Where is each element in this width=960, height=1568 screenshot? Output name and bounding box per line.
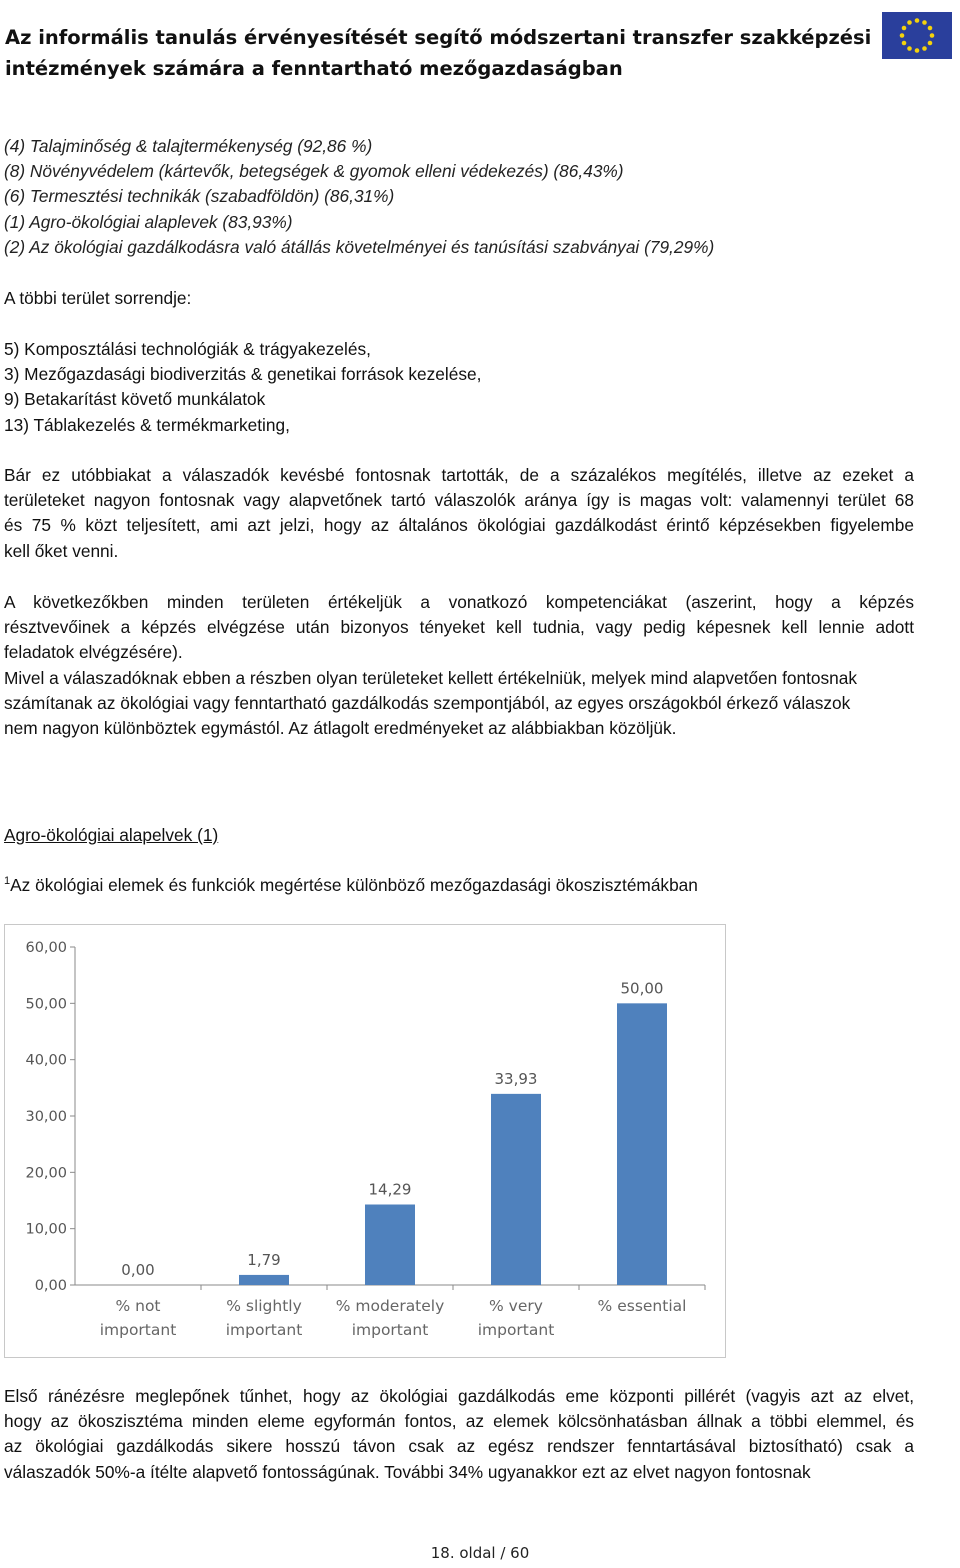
paragraph-line: kell őket venni.: [4, 540, 119, 561]
x-category-label: % moderately: [335, 1297, 445, 1315]
ranking-other-list: [4, 337, 914, 438]
bar: [365, 1204, 415, 1285]
y-tick-label: 0,00: [34, 1278, 67, 1294]
y-tick-label: 40,00: [25, 1052, 67, 1069]
x-category-label: % slightly: [226, 1297, 302, 1315]
x-category-label: important: [351, 1321, 429, 1339]
y-tick-label: 20,00: [25, 1165, 67, 1182]
x-category-label: % essential: [597, 1297, 687, 1315]
paragraph-2: [4, 590, 914, 666]
bar: [239, 1275, 289, 1285]
header-title-line-2: intézmények számára a fenntartható mezőgazdaságban: [5, 57, 623, 80]
bar: [491, 1094, 541, 1285]
ranking-top-item: (2) Az ökológiai gazdálkodásra való átállás követelményei és tanúsítási szabványai (79,29%): [4, 236, 715, 257]
y-tick-label: 10,00: [25, 1221, 67, 1238]
data-label: 0,00: [121, 1261, 155, 1279]
x-category-label: % very: [489, 1297, 543, 1315]
x-category-label: % not: [115, 1297, 161, 1315]
y-tick-label: 30,00: [25, 1109, 67, 1125]
eu-star-icon: [928, 41, 933, 46]
paragraph-line: résztvevőinek a képzés elvégzése után bizonyos tényeket kell tudnia, vagy pedig képesnek kell lennie adott: [4, 617, 914, 638]
paragraph-line: Mivel a válaszadóknak ebben a részben olyan területeket kellett értékelniük, melyek mind alapvetően fontosnak: [4, 668, 858, 688]
paragraph-line: az ökológiai gazdálkodás sikere hosszú távon csak az egész rendszer fenntartásával biztosítható) csak a: [4, 1436, 914, 1457]
eu-star-icon: [900, 33, 905, 38]
eu-star-icon: [915, 48, 920, 53]
ranking-top-item: (4) Talajminőség & talajtermékenység (92,86 %): [4, 136, 373, 156]
paragraph-line: A következőkben minden területen értékeljük a vonatkozó kompetenciákat (aszerint, hogy a képzés: [4, 592, 914, 612]
paragraph-line: és 75 % közt teljesített, ami azt jelzi, hogy az általános ökológiai gazdálkodást érintő képzésekben figyelembe: [4, 515, 914, 536]
section-heading: Agro-ökológiai alapelvek (1): [4, 825, 219, 845]
paragraph-4: [4, 1384, 914, 1485]
document-header-title: [5, 22, 872, 84]
y-tick-label: 60,00: [25, 940, 67, 956]
paragraph-line: feladatok elvégzésére).: [4, 642, 183, 663]
question-text: [4, 873, 914, 898]
ranking-top-item: (8) Növényvédelem (kártevők, betegségek & gyomok elleni védekezés) (86,43%): [4, 161, 624, 182]
eu-star-icon: [930, 33, 935, 38]
ranking-top-item: (6) Termesztési technikák (szabadföldön) (86,31%): [4, 186, 395, 207]
ranking-top-item: (1) Agro-ökológiai alaplevek (83,93%): [4, 211, 293, 232]
eu-star-icon: [922, 46, 927, 51]
ranking-other-item: 9) Betakarítást követő munkálatok: [4, 389, 266, 410]
eu-star-icon: [907, 46, 912, 51]
question-number: 1: [4, 875, 11, 888]
data-label: 33,93: [494, 1069, 538, 1088]
eu-star-icon: [928, 26, 933, 31]
paragraph-3: [4, 666, 914, 742]
paragraph-line: hogy az ökoszisztéma minden eleme egyformán fontos, az elemek kölcsönhatásban állnak a többi elemmel, és: [4, 1411, 914, 1432]
x-category-label: important: [477, 1321, 555, 1339]
paragraph-line: Bár ez utóbbiakat a válaszadók kevésbé fontosnak tartották, de a százalékos megítélés, illetve az ezeket a: [4, 465, 914, 485]
bar-chart-svg: [5, 925, 725, 1357]
data-label: 1,79: [247, 1250, 281, 1269]
paragraph-line: válaszadók 50%-a ítélte alapvető fontosságúnak. További 34% ugyanakkor ezt az elvet nagyon fontosnak: [4, 1461, 811, 1482]
x-category-label: important: [99, 1321, 177, 1339]
eu-star-icon: [902, 41, 907, 46]
question-label: Az ökológiai elemek és funkciók megértése különböző mezőgazdasági ökoszisztémákban: [10, 875, 698, 895]
bar-chart: [4, 924, 726, 1358]
bar: [617, 1003, 667, 1285]
x-category-label: important: [225, 1321, 303, 1339]
others-heading: A többi terület sorrendje:: [4, 288, 192, 308]
ranking-other-item: 3) Mezőgazdasági biodiverzitás & genetikai források kezelése,: [4, 364, 482, 385]
header-title-line-1: Az informális tanulás érvényesítését segítő módszertani transzfer szakképzési: [5, 26, 872, 49]
ranking-other-item: 13) Táblakezelés & termékmarketing,: [4, 414, 290, 435]
eu-star-icon: [922, 20, 927, 25]
eu-star-icon: [915, 18, 920, 23]
ranking-other-item: 5) Komposztálási technológiák & trágyakezelés,: [4, 339, 371, 359]
paragraph-line: Első ránézésre meglepőnek tűnhet, hogy az ökológiai gazdálkodás eme központi pillérét (vagyis azt az elvet,: [4, 1386, 914, 1406]
ranking-top-list: [4, 134, 914, 260]
paragraph-line: számítanak az ökológiai vagy fenntartható gazdálkodás szempontjából, az egyes országokból érkező válaszok: [4, 693, 851, 714]
data-label: 14,29: [368, 1180, 412, 1199]
eu-star-icon: [902, 26, 907, 31]
eu-flag-icon: [882, 12, 952, 59]
paragraph-line: területeket nagyon fontosnak vagy alapvetőnek tartó válaszolók aránya így is magas volt: valamennyi terület 68: [4, 490, 914, 511]
y-tick-label: 50,00: [25, 996, 67, 1013]
paragraph-1: [4, 463, 914, 564]
data-label: 50,00: [620, 979, 664, 998]
page-number: 18. oldal / 60: [430, 1544, 530, 1562]
paragraph-line: nem nagyon különböztek egymástól. Az átlagolt eredményeket az alábbiakban közöljük.: [4, 718, 677, 739]
eu-star-icon: [907, 20, 912, 25]
